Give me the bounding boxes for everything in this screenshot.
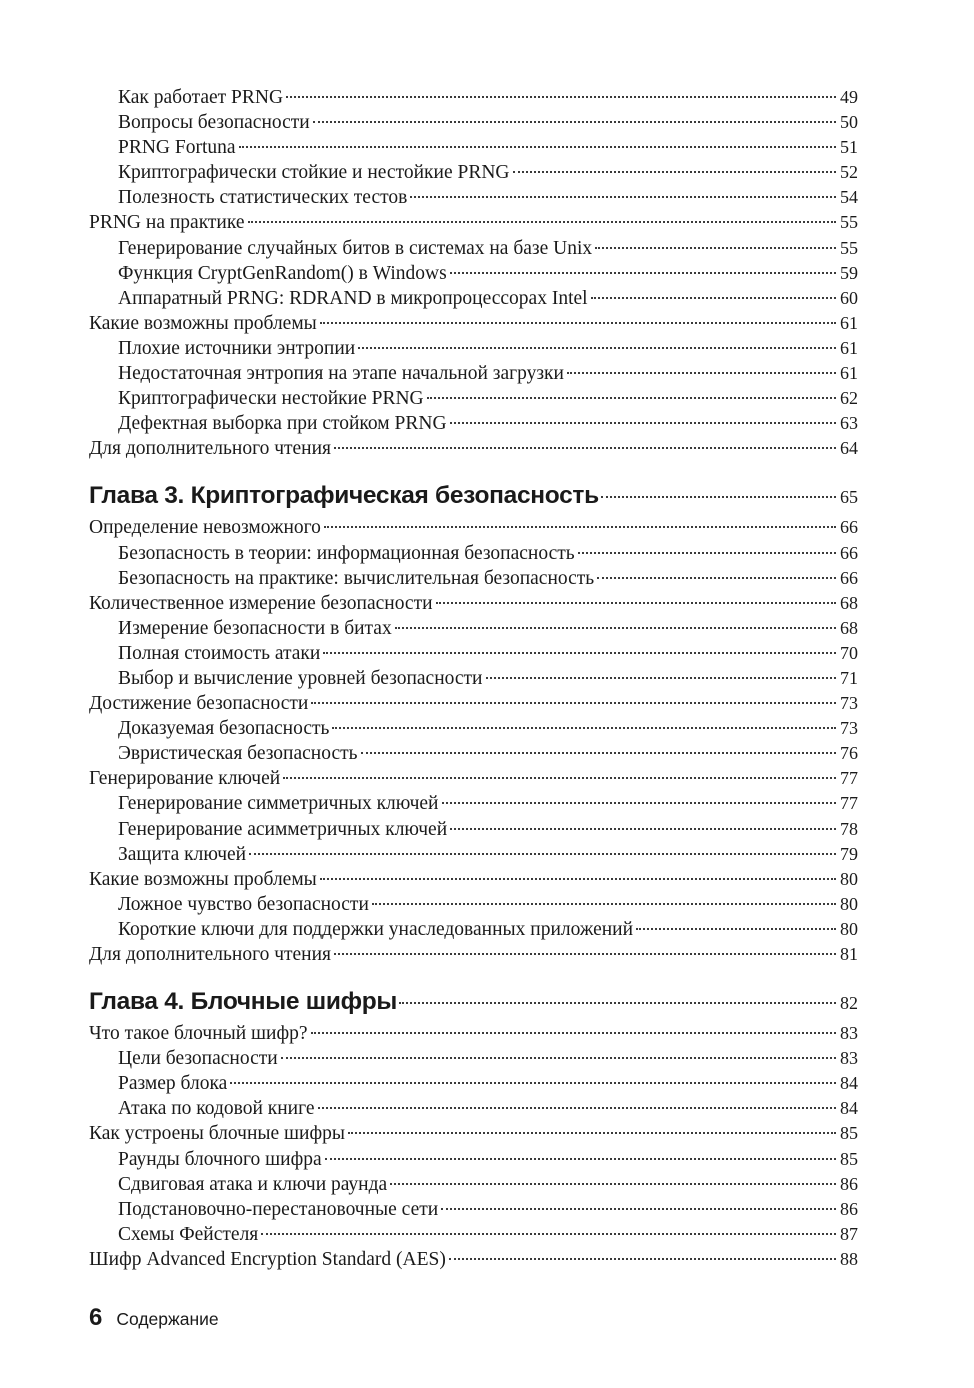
toc-entry-title: Какие возможны проблемы [89,868,317,890]
dot-leader [311,702,836,704]
toc-entry[interactable] [89,917,858,942]
toc-entry-page-number: 51 [840,137,858,158]
toc-entry[interactable] [89,791,858,816]
toc-entry[interactable] [89,361,858,386]
toc-entry[interactable] [89,566,858,591]
toc-entry[interactable] [89,616,858,641]
toc-entry-page-number: 80 [840,868,858,889]
toc-entry[interactable] [89,1147,858,1172]
toc-entry-title: Полезность статистических тестов [118,187,408,209]
toc-entry[interactable] [89,1046,858,1071]
toc-entry-page-number: 63 [840,413,858,434]
toc-entry[interactable] [89,817,858,842]
dot-leader [334,447,836,449]
dot-leader [281,1057,836,1059]
toc-entry-page-number: 85 [840,1148,858,1169]
toc-entry-title: PRNG на практике [89,212,245,234]
toc-entry[interactable] [89,942,858,967]
toc-entry-title: Полная стоимость атаки [118,642,321,664]
toc-entry[interactable] [89,716,858,741]
toc-entry-page-number: 88 [840,1248,858,1269]
toc-entry-page-number: 66 [840,542,858,563]
toc-entry-title: Сдвиговая атака и ключи раунда [118,1173,388,1195]
dot-leader [332,727,836,729]
toc-entry[interactable] [89,1197,858,1222]
toc-entry-title: Криптографически нестойкие PRNG [118,388,424,410]
toc-entry-title: Какие возможны проблемы [89,312,317,334]
toc-entry-page-number: 87 [840,1223,858,1244]
toc-entry-page-number: 55 [840,237,858,258]
toc-entry[interactable] [89,236,858,261]
toc-entry[interactable] [89,541,858,566]
dot-leader [286,96,836,98]
toc-entry[interactable] [89,515,858,540]
dot-leader [450,272,836,274]
toc-entry-title: Раунды блочного шифра [118,1148,322,1170]
dot-leader [450,828,836,830]
dot-leader [361,752,836,754]
toc-entry-title: Генерирование ключей [89,768,281,790]
dot-leader [442,802,837,804]
toc-entry[interactable] [89,336,858,361]
toc-entry[interactable] [89,867,858,892]
table-of-contents [89,85,858,1272]
toc-entry-title: Цели безопасности [118,1048,278,1070]
dot-leader [230,1082,836,1084]
dot-leader [449,1258,836,1260]
toc-entry[interactable] [89,261,858,286]
toc-entry-title: Безопасность на практике: вычислительная безопасность [118,567,595,589]
toc-entry-title: Эвристическая безопасность [118,743,358,765]
toc-entry-title: Функция CryptGenRandom() в Windows [118,262,447,284]
toc-entry-page-number: 84 [840,1073,858,1094]
toc-entry-page-number: 71 [840,667,858,688]
dot-leader [390,1183,836,1185]
chapter-page-number: 65 [840,487,858,508]
footer-page-number: 6 [89,1304,103,1331]
toc-entry-title: Количественное измерение безопасности [89,592,433,614]
toc-entry[interactable] [89,1071,858,1096]
toc-entry-page-number: 61 [840,337,858,358]
toc-group-chapter2-end [89,85,858,461]
toc-entry-title: Что такое блочный шифр? [89,1023,308,1045]
toc-entry-page-number: 80 [840,893,858,914]
toc-entry-page-number: 86 [840,1173,858,1194]
toc-entry-page-number: 52 [840,162,858,183]
toc-entry[interactable] [89,1021,858,1046]
toc-entry[interactable] [89,1172,858,1197]
toc-entry-page-number: 70 [840,642,858,663]
toc-entry-page-number: 77 [840,793,858,814]
toc-entry[interactable] [89,160,858,185]
dot-leader [636,928,836,930]
toc-entry-page-number: 60 [840,287,858,308]
toc-entry-page-number: 66 [840,567,858,588]
dot-leader [595,247,836,249]
toc-entry-page-number: 61 [840,363,858,384]
toc-entry-title: Подстановочно-перестановочные сети [118,1198,439,1220]
dot-leader [486,677,837,679]
dot-leader [249,853,836,855]
toc-entry-title: Криптографически стойкие и нестойкие PRNG [118,162,510,184]
toc-entry-page-number: 59 [840,262,858,283]
dot-leader [358,347,836,349]
toc-entry-title: Атака по кодовой книге [118,1098,315,1120]
toc-entry[interactable] [89,311,858,336]
toc-entry-title: Безопасность в теории: информационная безопасность [118,542,575,564]
toc-entry-page-number: 68 [840,617,858,638]
toc-entry[interactable] [89,842,858,867]
toc-entry-page-number: 73 [840,718,858,739]
chapter-title: Глава 3. Криптографическая безопасность [89,482,599,510]
dot-leader [578,552,836,554]
chapter-heading-3[interactable] [89,480,858,511]
toc-entry-title: Ложное чувство безопасности [118,893,369,915]
toc-entry-title: Плохие источники энтропии [118,337,356,359]
dot-leader [239,146,836,148]
dot-leader [601,496,836,498]
toc-entry[interactable] [89,110,858,135]
toc-entry[interactable] [89,1096,858,1121]
toc-entry-title: Для дополнительного чтения [89,944,332,965]
dot-leader [318,1107,836,1109]
dot-leader [324,526,836,528]
toc-entry-title: Дефектная выборка при стойком PRNG [118,413,447,435]
toc-entry-title: PRNG Fortuna [118,137,236,159]
toc-entry[interactable] [89,85,858,110]
toc-entry-page-number: 83 [840,1048,858,1069]
toc-entry[interactable] [89,591,858,616]
toc-entry-title: Размер блока [118,1073,228,1095]
toc-entry-title: Определение невозможного [89,517,321,539]
dot-leader [591,297,836,299]
toc-entry[interactable] [89,1222,858,1247]
dot-leader [450,422,836,424]
toc-entry-page-number: 86 [840,1198,858,1219]
dot-leader [320,878,836,880]
toc-entry[interactable] [89,210,858,235]
toc-entry-title: Выбор и вычисление уровней безопасности [118,667,483,689]
toc-entry-page-number: 64 [840,438,858,459]
dot-leader [436,602,836,604]
dot-leader [567,372,836,374]
toc-entry[interactable] [89,286,858,311]
toc-entry-title: Генерирование симметричных ключей [118,793,439,815]
dot-leader [283,777,836,779]
toc-entry[interactable] [89,691,858,716]
toc-entry-page-number: 76 [840,743,858,764]
toc-entry-page-number: 62 [840,388,858,409]
toc-entry-title: Измерение безопасности в битах [118,617,392,639]
toc-entry-page-number: 80 [840,918,858,939]
toc-entry-title: Схемы Фейстеля [118,1223,259,1245]
toc-entry-title: Недостаточная энтропия на этапе начальной загрузки [118,363,564,385]
chapter-title: Глава 4. Блочные шифры [89,988,398,1016]
toc-entry-title: Защита ключей [118,843,247,865]
toc-entry-title: Доказуемая безопасность [118,718,330,740]
toc-entry[interactable] [89,641,858,666]
toc-entry-title: Генерирование асимметричных ключей [118,818,448,840]
toc-entry[interactable] [89,1247,858,1272]
footer-section-name: Содержание [116,1309,219,1329]
toc-group-chapter3 [89,515,858,967]
dot-leader [348,1132,836,1134]
page-footer [89,1304,219,1332]
dot-leader [313,121,836,123]
toc-entry-title: Генерирование случайных битов в системах на базе Unix [118,237,593,259]
toc-entry-title: Как устроены блочные шифры [89,1123,345,1145]
toc-entry-title: Шифр Advanced Encryption Standard (AES) [89,1248,446,1270]
toc-entry[interactable] [89,892,858,917]
toc-entry-page-number: 68 [840,592,858,613]
toc-entry[interactable] [89,411,858,436]
toc-entry[interactable] [89,135,858,160]
toc-group-chapter4 [89,1021,858,1272]
dot-leader [261,1233,836,1235]
toc-entry-page-number: 77 [840,768,858,789]
toc-entry-title: Вопросы безопасности [118,112,310,134]
dot-leader [399,1002,836,1004]
toc-entry-page-number: 49 [840,87,858,107]
dot-leader [323,652,836,654]
dot-leader [248,221,836,223]
dot-leader [311,1032,836,1034]
toc-entry-page-number: 50 [840,112,858,133]
chapter-heading-4[interactable] [89,986,858,1017]
toc-entry[interactable] [89,185,858,210]
toc-entry-page-number: 84 [840,1098,858,1119]
dot-leader [597,577,836,579]
toc-entry[interactable] [89,436,858,461]
dot-leader [427,397,836,399]
toc-entry-page-number: 54 [840,187,858,208]
toc-entry-title: Как работает PRNG [118,87,284,108]
toc-entry-page-number: 55 [840,212,858,233]
dot-leader [441,1208,836,1210]
dot-leader [395,627,836,629]
toc-entry-page-number: 81 [840,944,858,964]
toc-entry-title: Короткие ключи для поддержки унаследованных приложений [118,918,634,940]
toc-entry[interactable] [89,1121,858,1146]
toc-entry-page-number: 79 [840,843,858,864]
dot-leader [334,953,836,955]
dot-leader [410,196,836,198]
toc-entry-title: Для дополнительного чтения [89,438,332,460]
toc-entry-page-number: 83 [840,1023,858,1044]
toc-entry-page-number: 85 [840,1123,858,1144]
toc-entry-title: Аппаратный PRNG: RDRAND в микропроцессорах Intel [118,287,588,309]
toc-entry-page-number: 61 [840,312,858,333]
chapter-page-number: 82 [840,993,858,1014]
dot-leader [513,171,837,173]
toc-entry[interactable] [89,666,858,691]
dot-leader [320,322,836,324]
dot-leader [372,903,836,905]
toc-entry[interactable] [89,741,858,766]
dot-leader [325,1158,836,1160]
toc-entry-page-number: 78 [840,818,858,839]
toc-entry-page-number: 66 [840,517,858,538]
toc-entry[interactable] [89,386,858,411]
toc-entry-title: Достижение безопасности [89,693,309,715]
toc-entry[interactable] [89,766,858,791]
toc-entry-page-number: 73 [840,693,858,714]
